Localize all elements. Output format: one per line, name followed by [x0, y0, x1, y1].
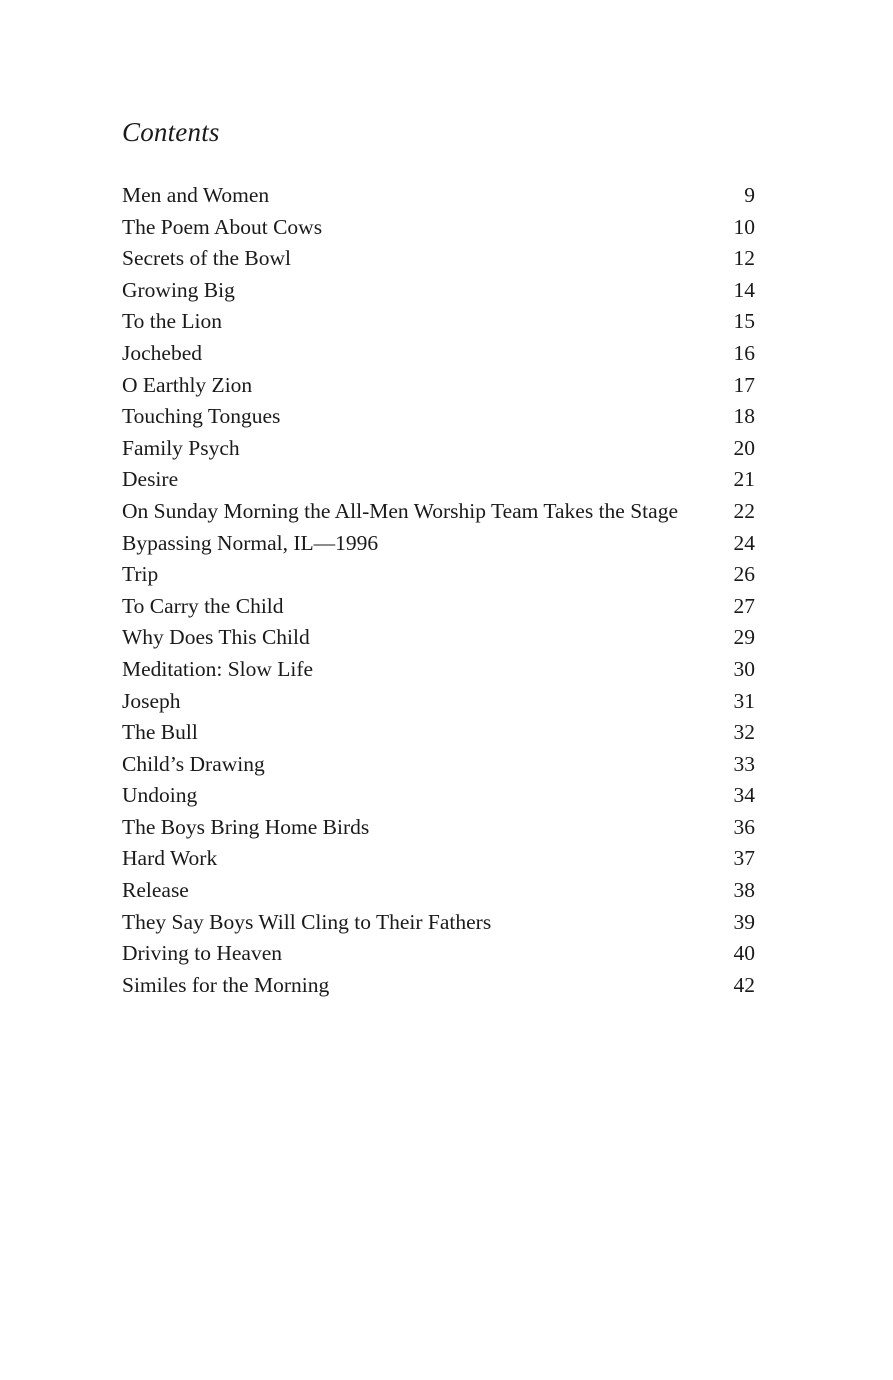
toc-entry-page-number: 36	[733, 814, 755, 839]
toc-entry	[122, 464, 755, 496]
toc-entry-title: Jochebed	[122, 340, 202, 365]
toc-entry-title: Men and Women	[122, 183, 270, 207]
table-of-contents	[122, 180, 755, 1001]
toc-entry-page-number: 40	[733, 941, 755, 966]
toc-entry-page-number: 12	[733, 246, 755, 271]
toc-entry	[122, 401, 755, 433]
toc-entry-title: The Bull	[122, 720, 198, 745]
toc-entry-title: They Say Boys Will Cling to Their Fathers	[122, 909, 492, 934]
toc-entry-title: Hard Work	[122, 846, 218, 871]
toc-entry-page-number: 10	[733, 214, 755, 239]
toc-entry	[122, 559, 755, 591]
toc-entry-page-number: 34	[733, 783, 755, 808]
toc-entry-title: O Earthly Zion	[122, 372, 253, 397]
toc-entry-title: Meditation: Slow Life	[122, 656, 314, 681]
toc-entry	[122, 812, 755, 844]
toc-entry-title: Trip	[122, 562, 159, 587]
toc-entry-page-number: 17	[733, 372, 755, 397]
toc-entry-page-number: 22	[733, 498, 755, 523]
toc-entry	[122, 528, 755, 560]
toc-entry	[122, 433, 755, 465]
toc-entry-page-number: 15	[733, 309, 755, 334]
toc-entry-page-number: 18	[733, 404, 755, 429]
toc-entry-title: Touching Tongues	[122, 404, 281, 429]
toc-entry	[122, 180, 755, 212]
toc-entry-page-number: 39	[733, 909, 755, 934]
toc-entry	[122, 212, 755, 244]
toc-entry-title: Growing Big	[122, 277, 235, 302]
toc-entry	[122, 717, 755, 749]
toc-entry	[122, 243, 755, 275]
toc-entry	[122, 338, 755, 370]
toc-entry-page-number: 33	[733, 751, 755, 776]
toc-entry-page-number: 32	[733, 720, 755, 745]
toc-entry-page-number: 20	[733, 435, 755, 460]
toc-entry-page-number: 21	[733, 467, 755, 492]
toc-entry	[122, 275, 755, 307]
toc-entry	[122, 907, 755, 939]
toc-entry-title: Joseph	[122, 688, 181, 713]
toc-entry-title: The Boys Bring Home Birds	[122, 814, 370, 839]
toc-entry	[122, 370, 755, 402]
toc-entry	[122, 938, 755, 970]
toc-entry-page-number: 27	[733, 593, 755, 618]
toc-entry	[122, 686, 755, 718]
toc-entry-title: Family Psych	[122, 435, 240, 460]
toc-entry-page-number: 31	[733, 688, 755, 713]
toc-entry-title: Secrets of the Bowl	[122, 246, 291, 271]
toc-entry-title: On Sunday Morning the All-Men Worship Team Takes the Stage	[122, 498, 678, 523]
toc-entry-page-number: 29	[733, 625, 755, 650]
toc-entry	[122, 654, 755, 686]
toc-entry-page-number: 38	[733, 878, 755, 903]
toc-entry	[122, 496, 755, 528]
toc-entry-page-number: 26	[733, 562, 755, 587]
toc-entry-title: Release	[122, 878, 189, 903]
toc-entry-page-number: 30	[733, 656, 755, 681]
toc-entry	[122, 749, 755, 781]
page-title: Contents	[122, 117, 220, 147]
toc-entry-page-number: 42	[733, 972, 755, 997]
toc-entry	[122, 970, 755, 1002]
toc-entry-title: Driving to Heaven	[122, 941, 283, 966]
toc-entry-title: The Poem About Cows	[122, 214, 323, 239]
toc-entry-title: Child’s Drawing	[122, 751, 265, 776]
toc-entry-title: Bypassing Normal, IL—1996	[122, 530, 379, 555]
toc-entry-title: Desire	[122, 467, 179, 492]
toc-entry	[122, 780, 755, 812]
toc-entry-page-number: 16	[733, 340, 755, 365]
toc-entry-page-number: 24	[733, 530, 755, 555]
toc-entry-page-number: 37	[733, 846, 755, 871]
toc-entry-title: To the Lion	[122, 309, 223, 334]
toc-entry-title: Undoing	[122, 783, 198, 808]
toc-entry-title: Why Does This Child	[122, 625, 310, 650]
toc-entry	[122, 843, 755, 875]
toc-entry-title: Similes for the Morning	[122, 972, 330, 997]
toc-entry-page-number: 14	[733, 277, 755, 302]
toc-entry	[122, 622, 755, 654]
toc-entry-title: To Carry the Child	[122, 593, 284, 618]
toc-entry	[122, 591, 755, 623]
toc-entry	[122, 306, 755, 338]
toc-entry-page-number: 9	[744, 183, 755, 207]
toc-entry	[122, 875, 755, 907]
